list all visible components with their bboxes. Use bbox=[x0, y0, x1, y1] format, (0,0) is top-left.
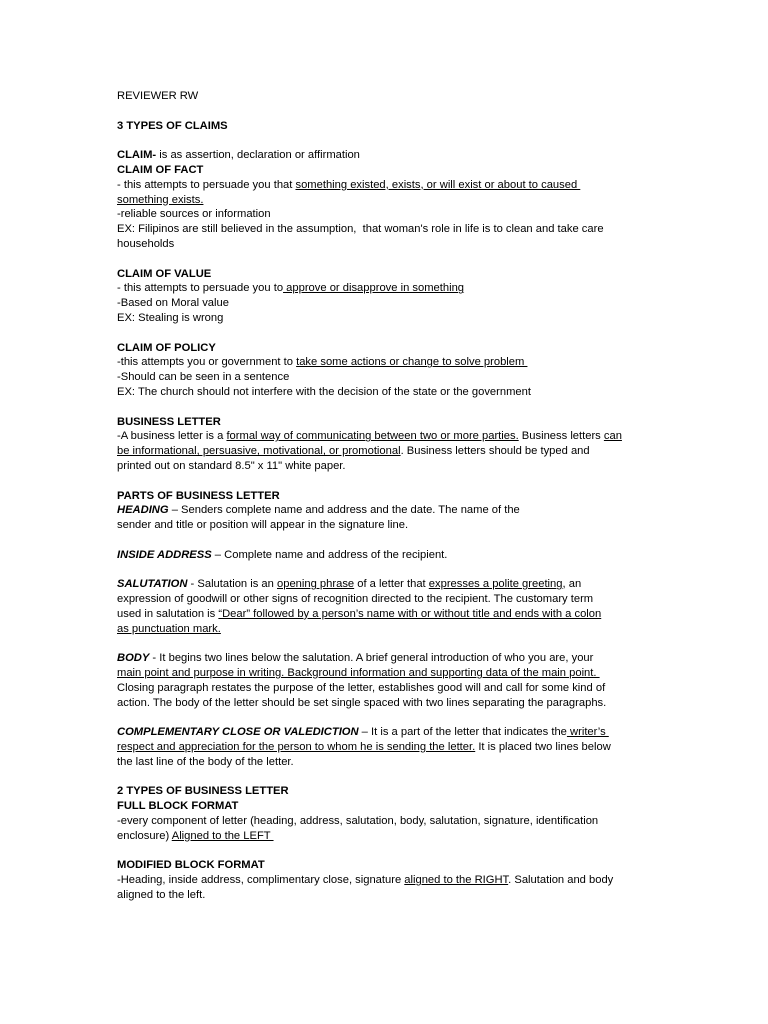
types-of-claims-heading: 3 TYPES OF CLAIMS bbox=[117, 119, 228, 132]
body-line-2 bbox=[117, 666, 657, 681]
salutation-text: - Salutation is an bbox=[187, 578, 277, 591]
claim-of-fact-heading: CLAIM OF FACT bbox=[117, 163, 204, 176]
salutation-underlined-2: expresses a polite greeting bbox=[428, 578, 563, 591]
policy-line-1 bbox=[117, 355, 657, 370]
fact-line-2 bbox=[117, 193, 657, 208]
close-underlined: writer’s bbox=[566, 726, 609, 739]
modified-block-heading: MODIFIED BLOCK FORMAT bbox=[117, 859, 265, 872]
business-underlined: formal way of communicating between two or more parties. bbox=[226, 430, 519, 443]
body-term: BODY bbox=[117, 652, 150, 665]
full-block-line-2 bbox=[117, 829, 657, 844]
inside-address-line bbox=[117, 548, 657, 563]
salutation-text-4: used in salutation is bbox=[117, 607, 219, 620]
modified-underlined: aligned to the RIGHT bbox=[404, 874, 509, 887]
business-text: -A business letter is a bbox=[117, 430, 227, 443]
business-text-3: . Business letters should be typed and bbox=[400, 445, 590, 458]
policy-line-2: -Should can be seen in a sentence bbox=[117, 371, 290, 384]
policy-example: EX: The church should not interfere with the decision of the state or the government bbox=[117, 385, 531, 398]
business-underlined-3: be informational, persuasive, motivational, or promotional bbox=[117, 445, 401, 458]
inside-address-term: INSIDE ADDRESS bbox=[117, 548, 212, 561]
value-line-1 bbox=[117, 281, 657, 296]
fact-example-cont: households bbox=[117, 237, 175, 250]
doc-title: REVIEWER RW bbox=[117, 90, 199, 102]
value-example: EX: Stealing is wrong bbox=[117, 311, 224, 324]
fact-line-1 bbox=[117, 178, 657, 193]
value-line-2: -Based on Moral value bbox=[117, 297, 229, 310]
salutation-text-2: of a letter that bbox=[354, 578, 429, 591]
fact-example: EX: Filipinos are still believed in the assumption, that woman's role in life is to clean and take care bbox=[117, 223, 604, 236]
salutation-line-2: expression of goodwill or other signs of recognition directed to the recipient. The customary term bbox=[117, 593, 594, 606]
close-text-2: It is placed two lines below bbox=[475, 741, 611, 754]
salutation-line-3 bbox=[117, 607, 657, 622]
salutation-line-4 bbox=[117, 622, 657, 637]
business-underlined-2: can bbox=[603, 430, 622, 443]
close-line-3: the last line of the body of the letter. bbox=[117, 755, 294, 768]
close-line-2 bbox=[117, 740, 657, 755]
salutation-text-3: , an bbox=[562, 578, 582, 591]
fact-text: - this attempts to persuade you that bbox=[117, 178, 296, 191]
value-underlined: approve or disapprove in something bbox=[283, 282, 465, 295]
claim-definition bbox=[117, 148, 657, 163]
business-letter-heading: BUSINESS LETTER bbox=[117, 415, 221, 428]
full-block-text: enclosure) bbox=[117, 829, 172, 842]
business-line-3: printed out on standard 8.5" x 11" white paper. bbox=[117, 459, 346, 472]
full-block-line-1: -every component of letter (heading, address, salutation, body, salutation, signature, identification bbox=[117, 815, 599, 828]
fact-underlined: something existed, exists, or will exist or about to caused bbox=[295, 178, 581, 191]
modified-text: -Heading, inside address, complimentary close, signature bbox=[117, 874, 405, 887]
close-term: COMPLEMENTARY CLOSE OR VALEDICTION bbox=[117, 726, 359, 739]
modified-text-2: . Salutation and body bbox=[508, 874, 614, 887]
salutation-term: SALUTATION bbox=[117, 578, 188, 591]
salutation-underlined-4: as punctuation mark. bbox=[117, 622, 221, 635]
business-text-2: Business letters bbox=[518, 430, 604, 443]
inside-address-text: – Complete name and address of the recipient. bbox=[211, 548, 448, 561]
salutation-underlined: opening phrase bbox=[277, 578, 355, 591]
body-underlined: main point and purpose in writing. Background information and supporting data of the main point. bbox=[117, 667, 600, 680]
close-text: – It is a part of the letter that indicates the bbox=[358, 726, 567, 739]
full-block-underlined: Aligned to the LEFT bbox=[171, 829, 274, 842]
claim-of-value-heading: CLAIM OF VALUE bbox=[117, 267, 212, 280]
claim-text: is as assertion, declaration or affirmation bbox=[156, 149, 360, 162]
modified-block-line-2: aligned to the left. bbox=[117, 889, 206, 902]
claim-of-policy-heading: CLAIM OF POLICY bbox=[117, 341, 216, 354]
salutation-underlined-3: “Dear” followed by a person’s name with or without title and ends with a colon bbox=[218, 607, 602, 620]
policy-text: -this attempts you or government to bbox=[117, 356, 297, 369]
body-line-1 bbox=[117, 651, 657, 666]
document-content bbox=[117, 89, 657, 903]
heading-line-1 bbox=[117, 503, 657, 518]
two-types-heading: 2 TYPES OF BUSINESS LETTER bbox=[117, 785, 289, 798]
business-line-2 bbox=[117, 444, 657, 459]
close-line-1 bbox=[117, 725, 657, 740]
body-line-4: action. The body of the letter should be set single spaced with two lines separating the paragraphs. bbox=[117, 696, 607, 709]
value-text: - this attempts to persuade you to bbox=[117, 282, 284, 295]
business-line-1 bbox=[117, 429, 657, 444]
heading-line-2: sender and title or position will appear in the signature line. bbox=[117, 519, 409, 532]
policy-underlined: take some actions or change to solve problem bbox=[296, 356, 528, 369]
salutation-line-1 bbox=[117, 577, 657, 592]
body-line-3: Closing paragraph restates the purpose of the letter, establishes good will and call for some kind of bbox=[117, 681, 606, 694]
modified-block-line-1 bbox=[117, 873, 657, 888]
heading-term: HEADING bbox=[117, 504, 169, 517]
fact-line-3: -reliable sources or information bbox=[117, 208, 271, 221]
parts-heading: PARTS OF BUSINESS LETTER bbox=[117, 489, 280, 502]
fact-underlined-2: something exists. bbox=[117, 193, 204, 206]
claim-term: CLAIM- bbox=[117, 149, 157, 162]
close-underlined-2: respect and appreciation for the person to whom he is sending the letter. bbox=[117, 741, 476, 754]
heading-text: – Senders complete name and address and the date. The name of the bbox=[168, 504, 520, 517]
body-text: - It begins two lines below the salutation. A brief general introduction of who you are, your bbox=[149, 652, 594, 665]
full-block-heading: FULL BLOCK FORMAT bbox=[117, 800, 239, 813]
